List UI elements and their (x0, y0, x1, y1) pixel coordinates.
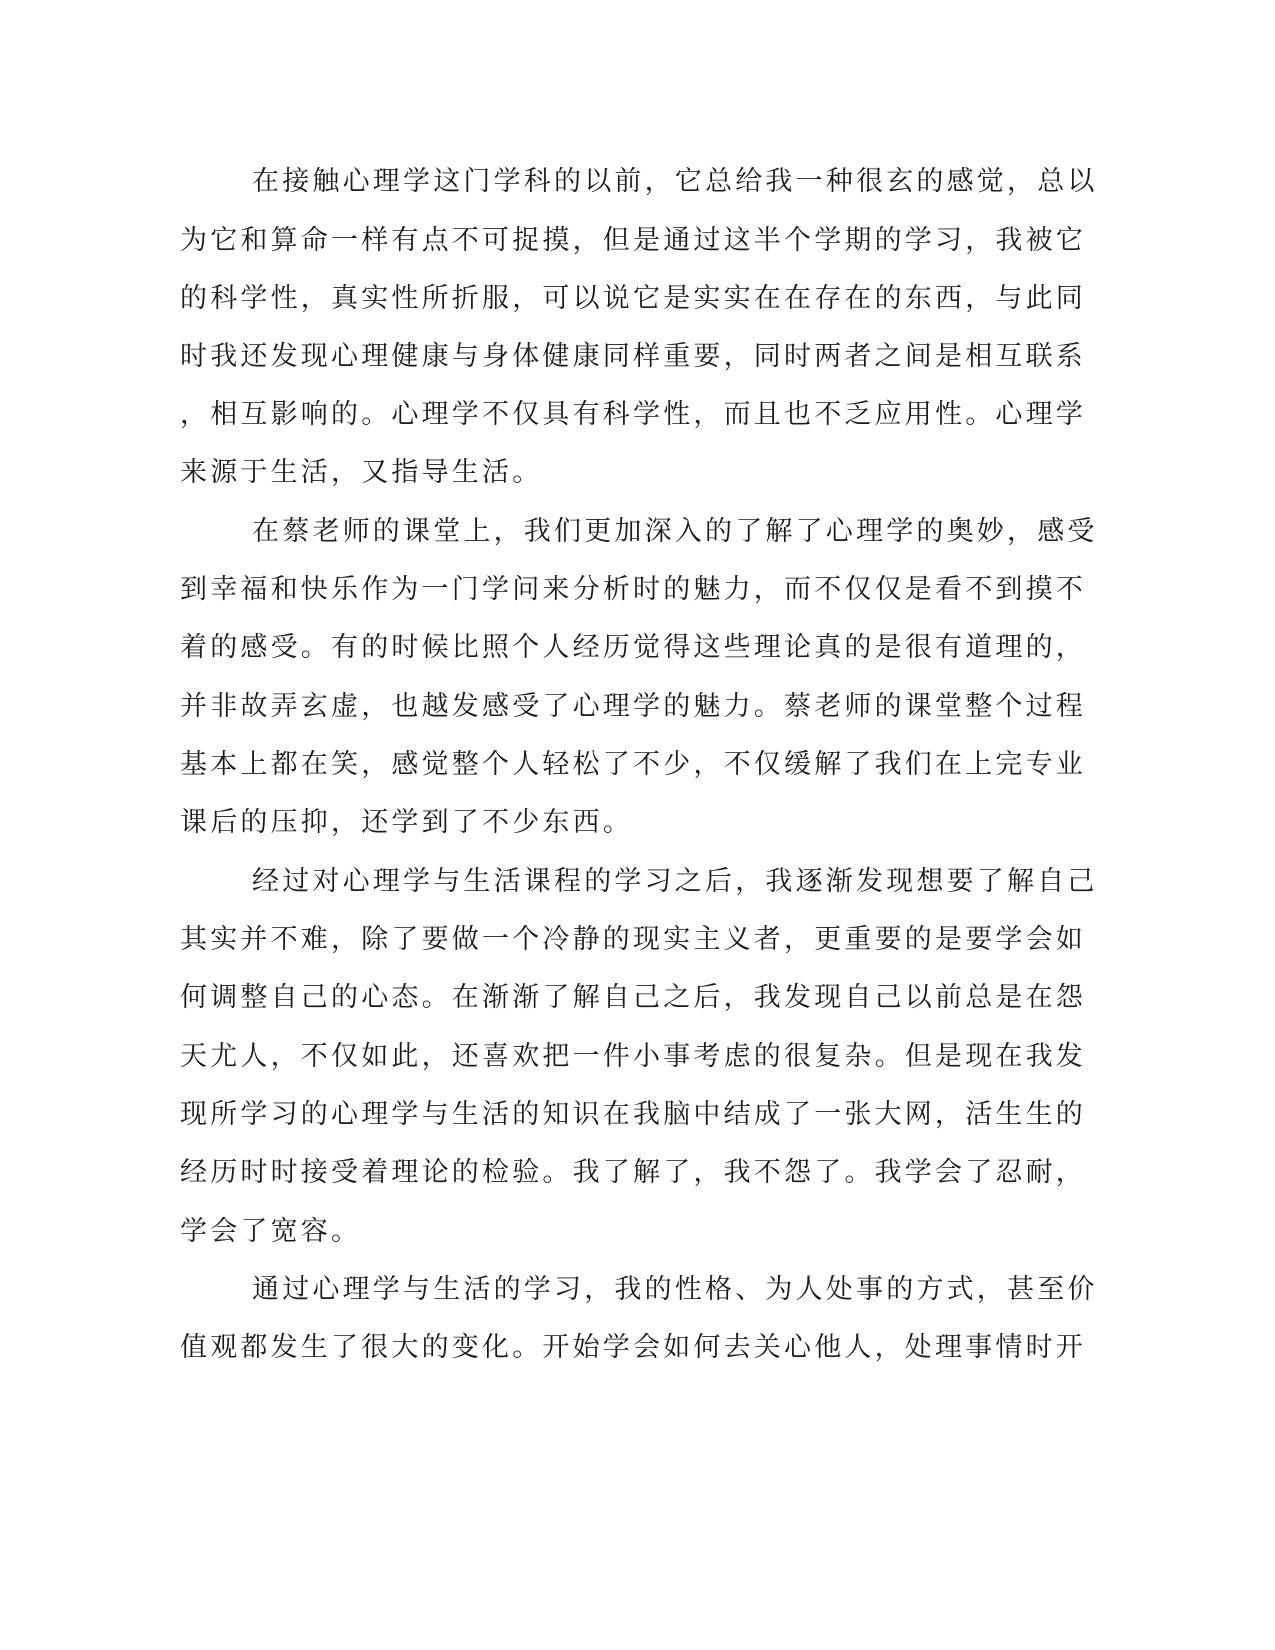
paragraph-line: 天尤人，不仅如此，还喜欢把一件小事考虑的很复杂。但是现在我发 (180, 1041, 1086, 1072)
paragraph-line: 现所学习的心理学与生活的知识在我脑中结成了一张大网，活生生的 (180, 1099, 1086, 1130)
paragraph-line: 经过对心理学与生活课程的学习之后，我逐渐发现想要了解自己 (252, 866, 1098, 897)
paragraph-line: 通过心理学与生活的学习，我的性格、为人处事的方式，甚至价 (252, 1274, 1098, 1305)
paragraph-line: ，相互影响的。心理学不仅具有科学性，而且也不乏应用性。心理学 (180, 399, 1086, 430)
paragraph-line: 学会了宽容。 (180, 1216, 362, 1247)
paragraph-line: 到幸福和快乐作为一门学问来分析时的魅力，而不仅仅是看不到摸不 (180, 574, 1086, 605)
paragraph-line: 其实并不难，除了要做一个冷静的现实主义者，更重要的是要学会如 (180, 924, 1086, 955)
paragraph-line: 为它和算命一样有点不可捉摸，但是通过这半个学期的学习，我被它 (180, 225, 1086, 256)
paragraph-line: 课后的压抑，还学到了不少东西。 (180, 807, 633, 838)
paragraph-line: 在接触心理学这门学科的以前，它总给我一种很玄的感觉，总以 (252, 166, 1098, 197)
paragraph-line: 何调整自己的心态。在渐渐了解自己之后，我发现自己以前总是在怨 (180, 982, 1086, 1013)
paragraph-line: 来源于生活，又指导生活。 (180, 457, 543, 488)
paragraph-line: 着的感受。有的时候比照个人经历觉得这些理论真的是很有道理的， (180, 632, 1086, 663)
paragraph-line: 值观都发生了很大的变化。开始学会如何去关心他人，处理事情时开 (180, 1332, 1086, 1363)
paragraph-line: 经历时时接受着理论的检验。我了解了，我不怨了。我学会了忍耐， (180, 1157, 1086, 1188)
paragraph-line: 在蔡老师的课堂上，我们更加深入的了解了心理学的奥妙，感受 (252, 516, 1098, 547)
paragraph-line: 并非故弄玄虚，也越发感受了心理学的魅力。蔡老师的课堂整个过程 (180, 691, 1086, 722)
paragraph-line: 基本上都在笑，感觉整个人轻松了不少，不仅缓解了我们在上完专业 (180, 749, 1086, 780)
paragraph-line: 的科学性，真实性所折服，可以说它是实实在在存在的东西，与此同 (180, 283, 1086, 314)
paragraph-line: 时我还发现心理健康与身体健康同样重要，同时两者之间是相互联系 (180, 341, 1086, 372)
